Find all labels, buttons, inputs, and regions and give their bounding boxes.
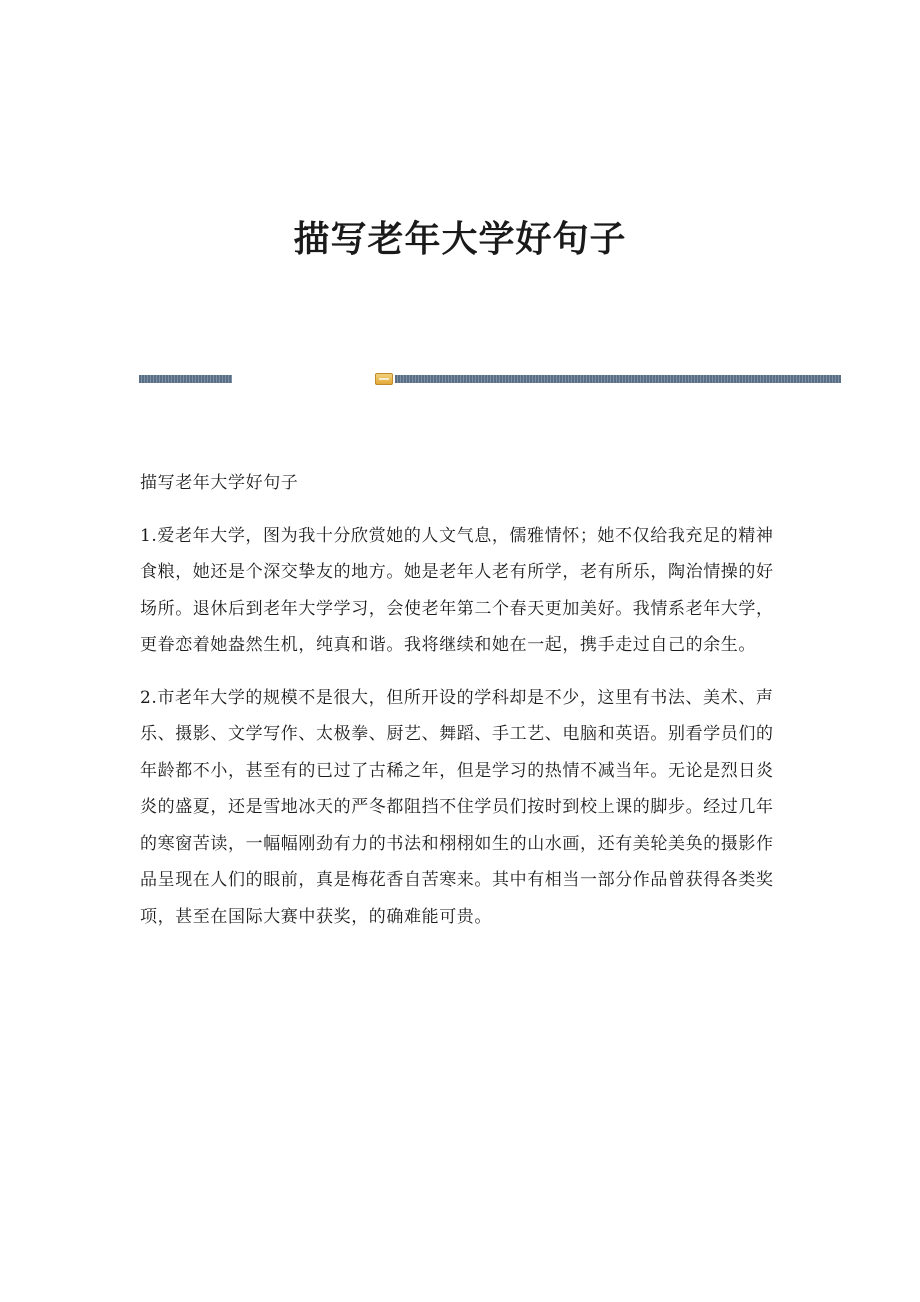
section-heading: 描写老年大学好句子 xyxy=(140,473,299,493)
paragraph-2: 2.市老年大学的规模不是很大，但所开设的学科却是不少，这里有书法、美术、声乐、摄影、文学写作、太极拳、厨艺、舞蹈、手工艺、电脑和英语。别看学员们的年龄都不小，甚至有的已过了古稀之年，但是学习的热情不减当年。无论是烈日炎炎的盛夏，还是雪地冰天的严冬都阻挡不住学员们按时到校上课的脚步。经过几年的寒窗苦读，一幅幅刚劲有力的书法和栩栩如生的山水画，还有美轮美奂的摄影作品呈现在人们的眼前，真是梅花香自苦寒来。其中有相当一部分作品曾获得各类奖项，甚至在国际大赛中获奖，的确难能可贵。 xyxy=(140,687,774,927)
divider-bar-right xyxy=(395,375,841,383)
paragraph-1: 1.爱老年大学，图为我十分欣赏她的人文气息，儒雅情怀；她不仅给我充足的精神食粮，她还是个深交挚友的地方。她是老年人老有所学，老有所乐，陶治情操的好场所。退休后到老年大学学习，会使老年第二个春天更加美好。我情系老年大学，更眷恋着她盎然生机，纯真和谐。我将继续和她在一起，携手走过自己的余生。 xyxy=(140,525,774,655)
document-body xyxy=(140,465,780,951)
divider-bar-left xyxy=(139,375,232,383)
page-title: 描写老年大学好句子 xyxy=(293,218,627,260)
divider-ornament-icon xyxy=(375,373,393,385)
title-divider xyxy=(139,375,841,383)
